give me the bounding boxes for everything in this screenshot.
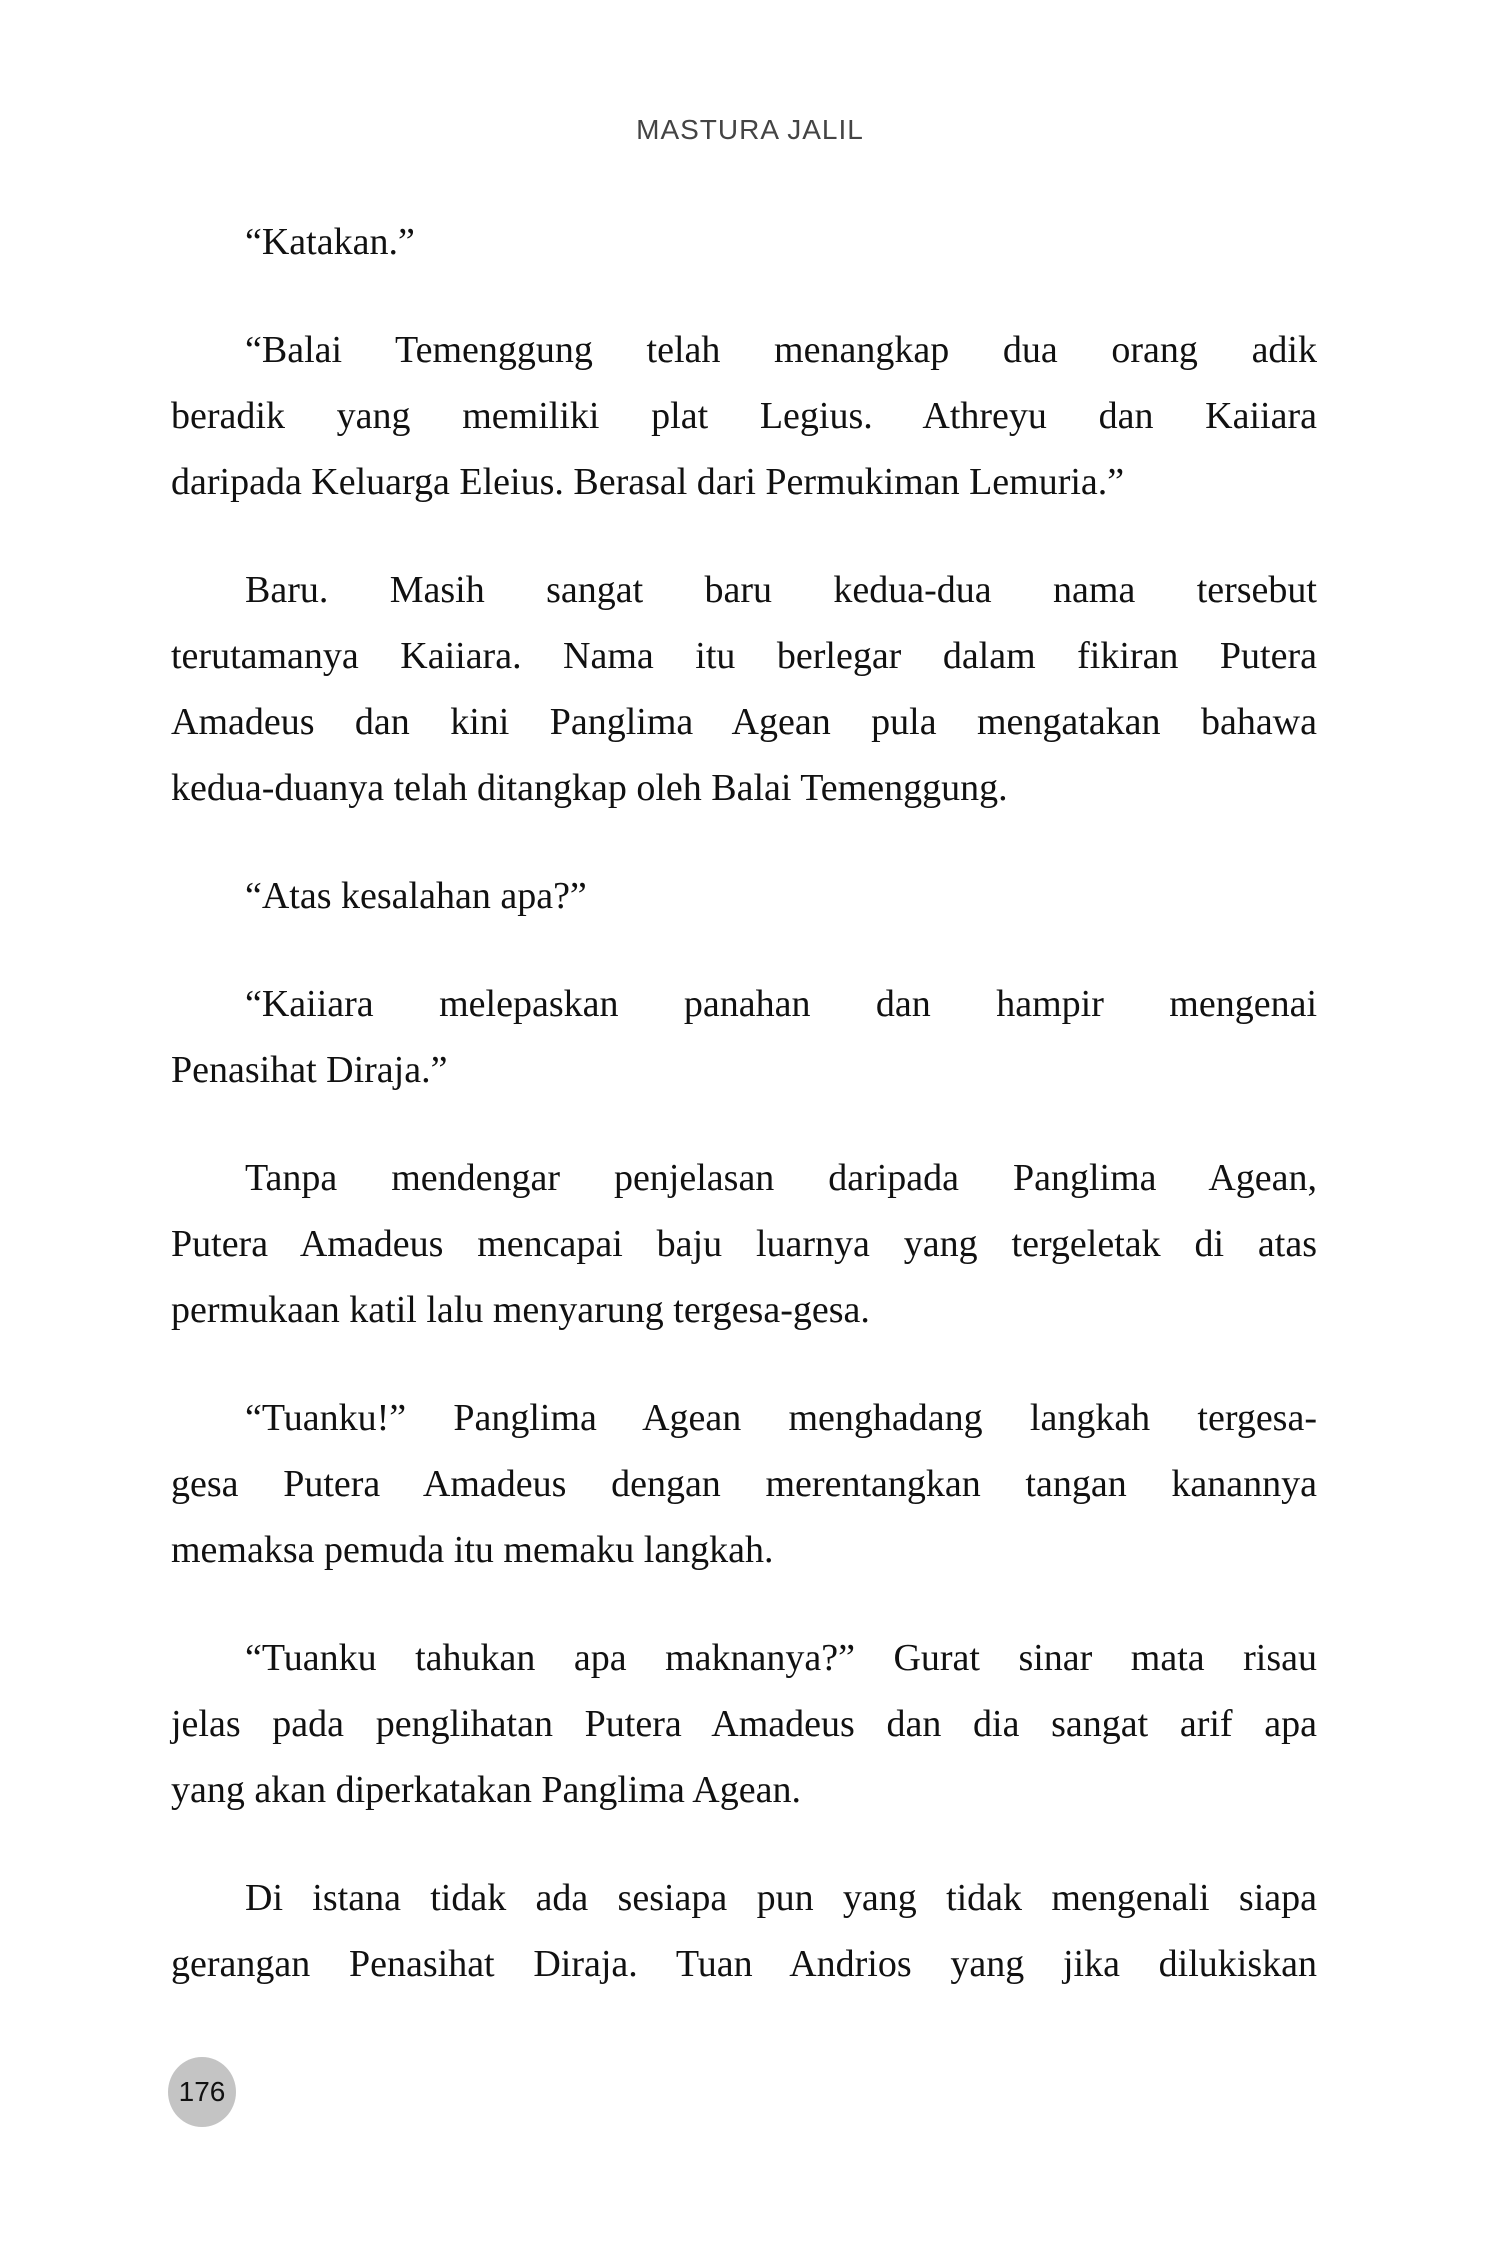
text-line: Amadeus dan kini Panglima Agean pula mengatakan bahawa — [171, 701, 1317, 743]
text-line: Tanpa mendengar penjelasan daripada Panglima Agean, — [245, 1157, 1317, 1199]
text-line: permukaan katil lalu menyarung tergesa-gesa. — [171, 1289, 870, 1331]
paragraph — [171, 317, 1317, 515]
page-body-text — [171, 209, 1317, 2039]
paragraph — [171, 1385, 1317, 1583]
text-line: beradik yang memiliki plat Legius. Athreyu dan Kaiiara — [171, 395, 1317, 437]
text-line: daripada Keluarga Eleius. Berasal dari Permukiman Lemuria.” — [171, 461, 1125, 503]
text-line: gerangan Penasihat Diraja. Tuan Andrios yang jika dilukiskan — [171, 1943, 1317, 1985]
text-line: Penasihat Diraja.” — [171, 1049, 448, 1091]
paragraph — [171, 209, 1317, 275]
text-line: “Kaiiara melepaskan panahan dan hampir mengenai — [245, 983, 1317, 1025]
text-line: Di istana tidak ada sesiapa pun yang tidak mengenali siapa — [245, 1877, 1317, 1919]
text-line: “Balai Temenggung telah menangkap dua orang adik — [245, 329, 1317, 371]
text-line: Baru. Masih sangat baru kedua-dua nama tersebut — [245, 569, 1317, 611]
text-line: Putera Amadeus mencapai baju luarnya yang tergeletak di atas — [171, 1223, 1317, 1265]
paragraph — [171, 557, 1317, 821]
text-line: yang akan diperkatakan Panglima Agean. — [171, 1769, 801, 1811]
paragraph — [171, 971, 1317, 1103]
text-line: terutamanya Kaiiara. Nama itu berlegar dalam fikiran Putera — [171, 635, 1317, 677]
paragraph — [171, 1145, 1317, 1343]
paragraph — [171, 1625, 1317, 1823]
running-header: MASTURA JALIL — [636, 114, 864, 145]
text-line: gesa Putera Amadeus dengan merentangkan tangan kanannya — [171, 1463, 1317, 1505]
text-line: “Katakan.” — [245, 221, 415, 263]
text-line: “Tuanku!” Panglima Agean menghadang langkah tergesa- — [245, 1397, 1317, 1439]
paragraph — [171, 863, 1317, 929]
text-line: “Atas kesalahan apa?” — [245, 875, 587, 917]
text-line: “Tuanku tahukan apa maknanya?” Gurat sinar mata risau — [245, 1637, 1317, 1679]
text-line: kedua-duanya telah ditangkap oleh Balai Temenggung. — [171, 767, 1008, 809]
text-line: memaksa pemuda itu memaku langkah. — [171, 1529, 774, 1571]
text-line: jelas pada penglihatan Putera Amadeus dan dia sangat arif apa — [171, 1703, 1317, 1745]
page-number-badge: 176 — [168, 2057, 236, 2127]
paragraph — [171, 1865, 1317, 1997]
